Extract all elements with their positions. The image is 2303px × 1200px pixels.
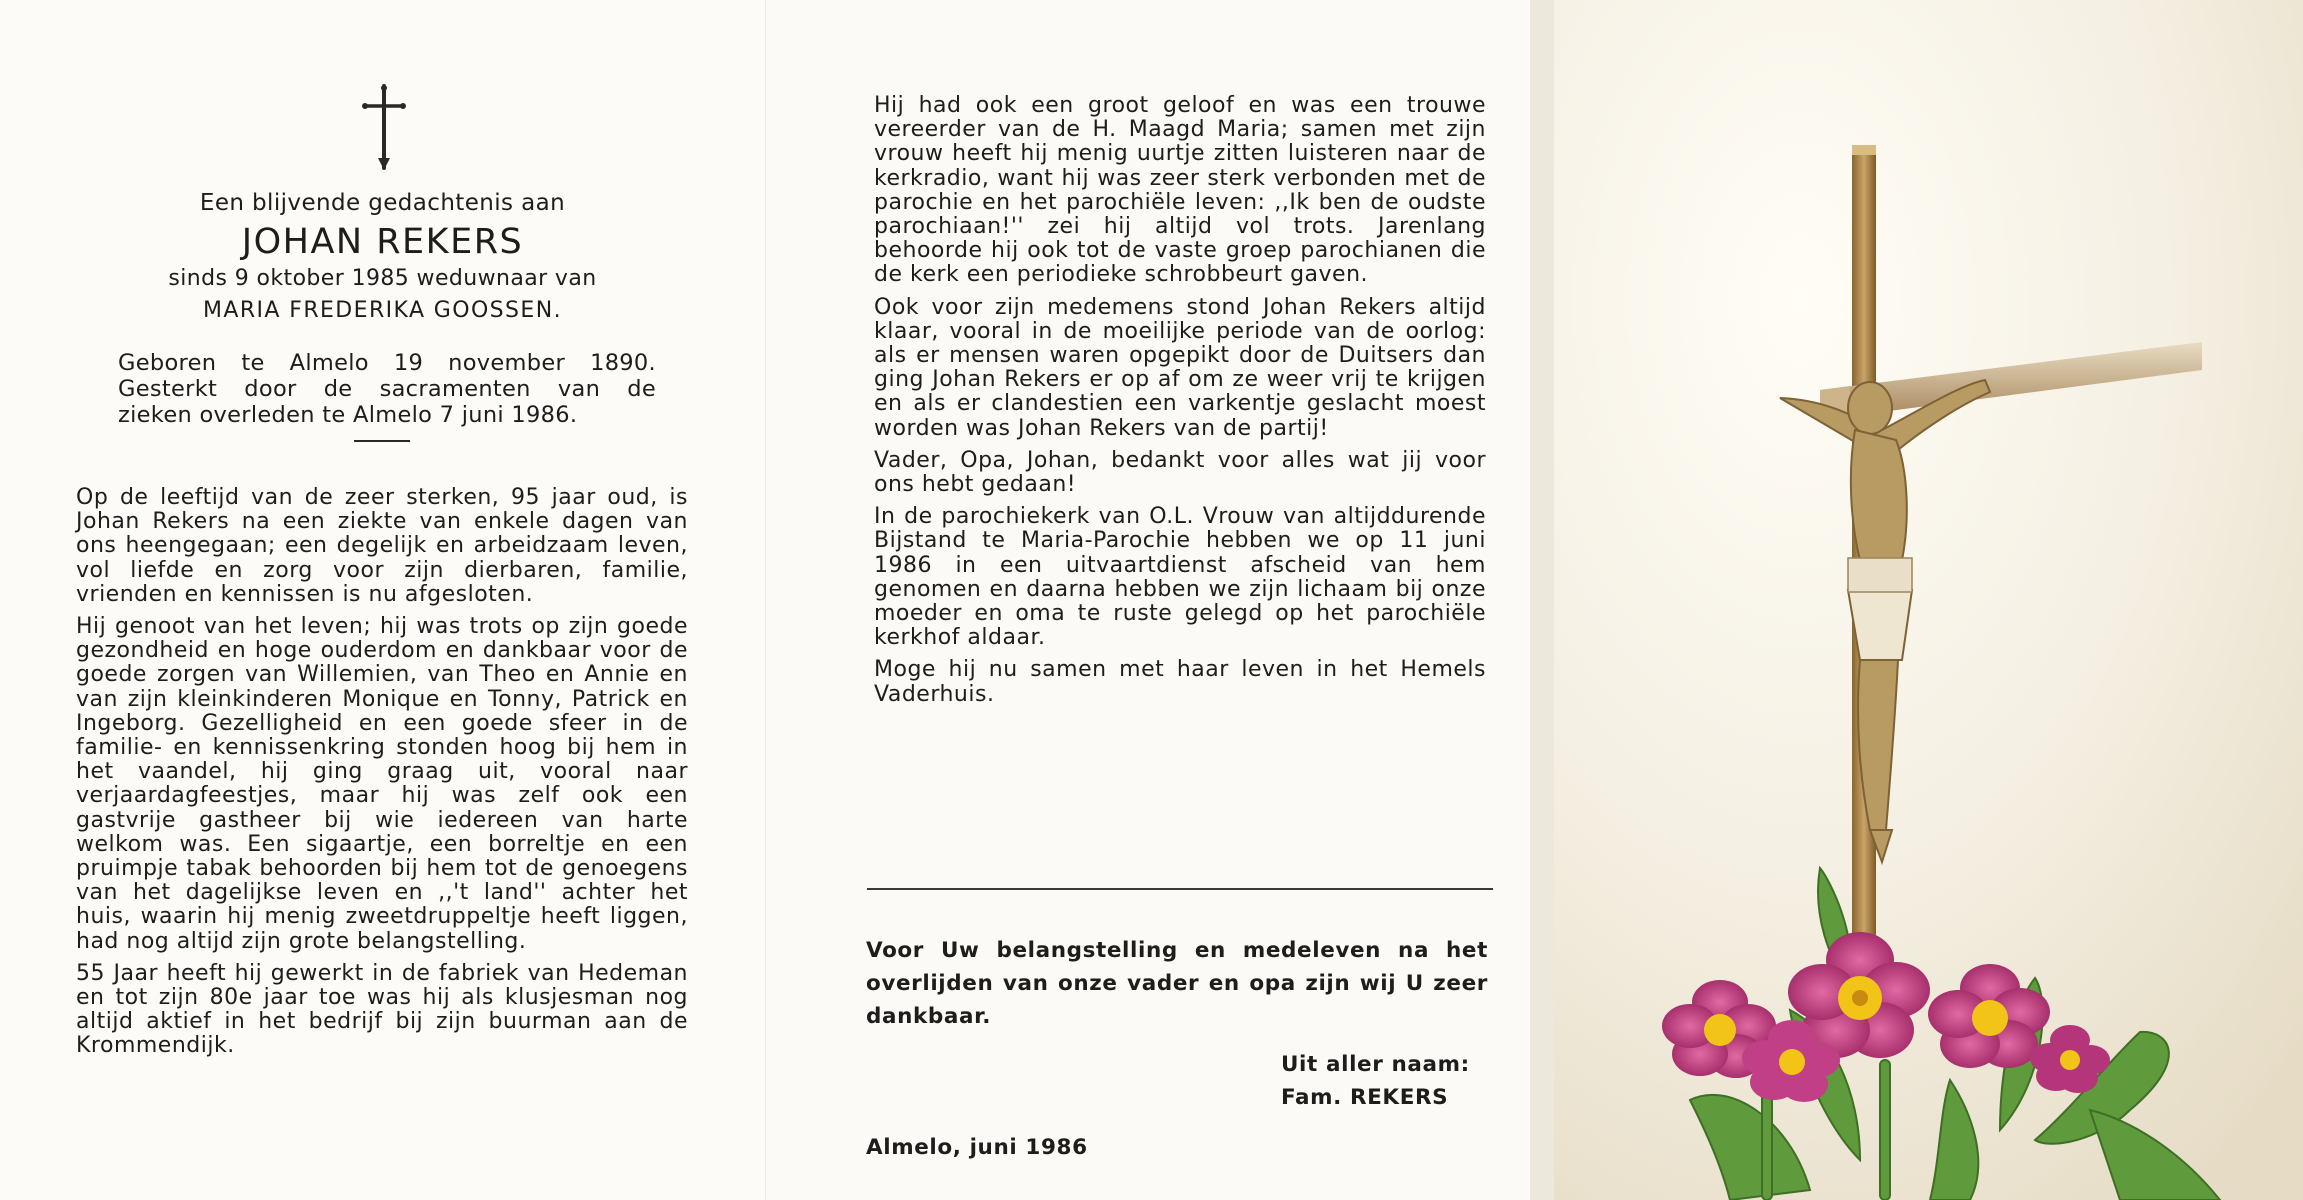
paragraph: Ook voor zijn medemens stond Johan Rekers altijd klaar, vooral in de moeilijke periode van de oorlog: als er mensen waren opgepikt door de Duitsers dan ging Johan Rekers er op af om ze weer vrij te krijgen en als er clandestien een varkentje geslacht moest worden was Johan Rekers van de partij!	[874, 294, 1486, 441]
sacraments-line: Gesterkt door de sacramenten van de	[118, 376, 656, 402]
middle-panel	[765, 0, 1531, 1200]
birth-death-block	[118, 350, 656, 428]
section-divider	[867, 888, 1493, 890]
paragraph: In de parochiekerk van O.L. Vrouw van altijddurende Bijstand te Maria-Parochie hebben we op 11 juni 1986 in een uitvaartdienst afscheid van hem genomen en daarna hebben we zijn lichaam bij onze moeder en oma te ruste gelegd op het parochiële kerkhof aldaar.	[874, 504, 1486, 651]
paragraph: Hij genoot van het leven; hij was trots op zijn goede gezondheid en hoge ouderdom en dankbaar voor de goede zorgen van Willemien, van Theo en Annie en van zijn kleinkinderen Monique en Tonny, Patrick en Ingeborg. Gezelligheid en een goede sfeer in de familie- en kennissenkring stonden hoog bij hem in het vaandel, hij ging graag uit, vooral naar verjaardagfeestjes, maar hij was zelf ook een gastvrije gastheer bij wie iedereen van harte welkom was. Een sigaartje, een borreltje en een pruimpje tabak behoorden bij hem tot de genoegens van het dagelijkse leven en ,,'t land'' achter het huis, waarin hij menig zweetdruppeltje heeft liggen, had nog altijd zijn grote belangstelling.	[76, 614, 688, 954]
signature-line-1: Uit aller naam:	[1281, 1052, 1470, 1077]
intro-line: Een blijvende gedachtenis aan	[199, 190, 566, 216]
thanks-text: Voor Uw belangstelling en medeleven na het overlijden van onze vader en opa zijn wij U zeer dankbaar.	[866, 938, 1488, 1029]
paragraph: Vader, Opa, Johan, bedankt voor alles wat jij voor ons hebt gedaan!	[874, 447, 1486, 498]
widowed-since-line: sinds 9 oktober 1985 weduwnaar van	[168, 266, 597, 291]
paragraph: Op de leeftijd van de zeer sterken, 95 jaar oud, is Johan Rekers na een ziekte van enkele dagen van ons heengegaan; een degelijk en arbeidzaam leven, vol liefde en zorg voor zijn dierbaren, familie, vrienden en kennissen is nu afgesloten.	[76, 485, 688, 607]
crucifix-photo	[1530, 0, 2303, 1200]
paragraph: 55 Jaar heeft hij gewerkt in de fabriek van Hedeman en tot zijn 80e jaar toe was hij als klusjesman nog altijd aktief in het bedrijf bij zijn buurman aan de Krommendijk.	[76, 960, 688, 1059]
place-date: Almelo, juni 1986	[866, 1135, 1088, 1160]
short-divider	[354, 440, 410, 442]
signature-family: Fam. REKERS	[1281, 1085, 1449, 1110]
crucifix-flowers-image	[1530, 0, 2303, 1200]
small-cross-icon	[359, 84, 409, 170]
paragraph: Hij had ook een groot geloof en was een trouwe vereerder van de H. Maagd Maria; samen met zijn vrouw heeft hij menig uurtje zitten luisteren naar de kerkradio, want hij was zeer sterk verbonden met de parochie en het parochiële leven: ,,Ik ben de oudste parochiaan!'' zei hij altijd vol trots. Jarenlang behoorde hij ook tot de vaste groep parochianen die de kerk een periodieke schrobbeurt gaven.	[874, 93, 1486, 288]
death-line: zieken overleden te Almelo 7 juni 1986.	[118, 402, 578, 428]
born-line: Geboren te Almelo 19 november 1890.	[118, 350, 656, 376]
spouse-name: MARIA FREDERIKA GOOSSEN.	[203, 298, 562, 323]
left-panel	[0, 0, 765, 1200]
deceased-name: JOHAN REKERS	[241, 222, 524, 262]
faith-text	[874, 94, 1486, 715]
biography-text	[76, 486, 688, 1067]
paragraph: Moge hij nu samen met haar leven in het Hemels Vaderhuis.	[874, 657, 1486, 707]
